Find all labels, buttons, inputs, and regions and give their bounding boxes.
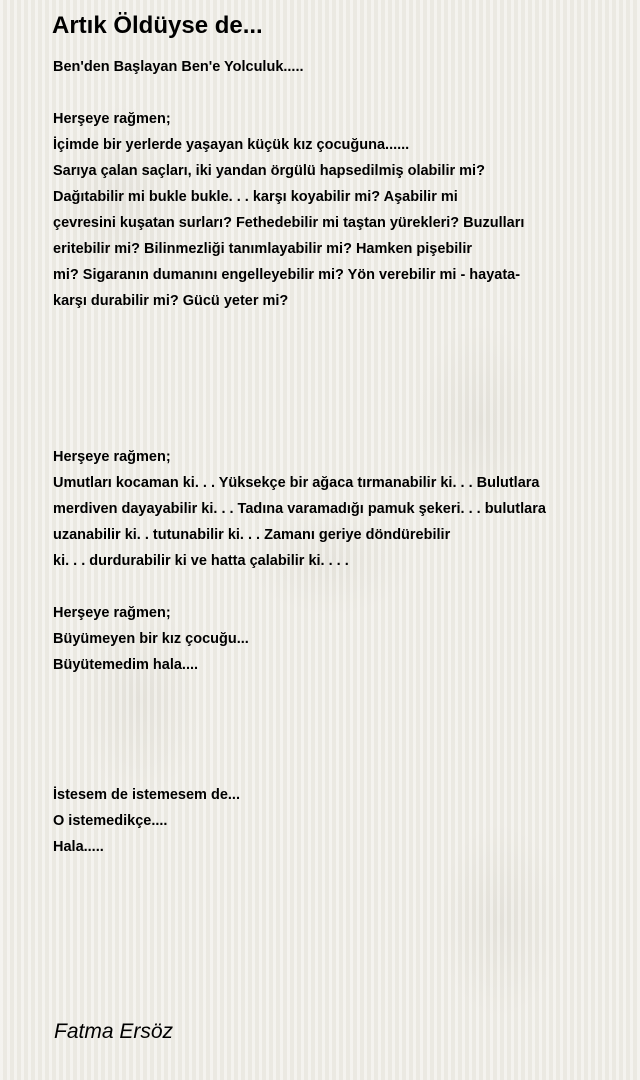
poem-line: eritebilir mi? Bilinmezliği tanımlayabilir mi? Hamken pişebilir — [53, 241, 472, 257]
poem-line — [53, 574, 613, 600]
poem-line: İstesem de istemesem de... — [53, 787, 240, 803]
poem-line — [53, 80, 613, 106]
poem-line — [53, 340, 613, 366]
poem-line: ki. . . durdurabilir ki ve hatta çalabilir ki. . . . — [53, 553, 349, 569]
poem-line: uzanabilir ki. . tutunabilir ki. . . Zamanı geriye döndürebilir — [53, 527, 451, 543]
author-name: Fatma Ersöz — [54, 1020, 174, 1043]
poem-line: Herşeye rağmen; — [53, 449, 171, 465]
poem-line — [53, 366, 613, 392]
poem-line: Hala..... — [53, 839, 104, 855]
poem-line: Umutları kocaman ki. . . Yüksekçe bir ağaca tırmanabilir ki. . . Bulutlara — [53, 475, 540, 491]
poem-line: Herşeye rağmen; — [53, 111, 171, 127]
poem-line: O istemedikçe.... — [53, 813, 168, 829]
poem-line — [53, 704, 613, 730]
poem-line — [53, 756, 613, 782]
poem-line: İçimde bir yerlerde yaşayan küçük kız çocuğuna...... — [53, 137, 410, 153]
poem-line: karşı durabilir mi? Gücü yeter mi? — [53, 293, 289, 309]
poem-line — [53, 392, 613, 418]
poem-line: Dağıtabilir mi bukle bukle. . . karşı koyabilir mi? Aşabilir mi — [53, 189, 458, 205]
poem-body — [53, 54, 613, 860]
poem-line: Ben'den Başlayan Ben'e Yolculuk..... — [53, 59, 304, 75]
poem-line — [53, 730, 613, 756]
poem-line — [53, 418, 613, 444]
poem-line — [53, 314, 613, 340]
poem-line: mi? Sigaranın dumanını engelleyebilir mi? Yön verebilir mi - hayata- — [53, 267, 521, 283]
poem-title: Artık Öldüyse de... — [52, 12, 263, 39]
poem-line: çevresini kuşatan surları? Fethedebilir mi taştan yürekleri? Buzulları — [53, 215, 525, 231]
poem-line: merdiven dayayabilir ki. . . Tadına varamadığı pamuk şekeri. . . bulutlara — [53, 501, 546, 517]
poem-line: Büyümeyen bir kız çocuğu... — [53, 631, 249, 647]
poem-line: Büyütemedim hala.... — [53, 657, 199, 673]
poem-line: Sarıya çalan saçları, iki yandan örgülü hapsedilmiş olabilir mi? — [53, 163, 485, 179]
poem-line: Herşeye rağmen; — [53, 605, 171, 621]
poem-line — [53, 678, 613, 704]
